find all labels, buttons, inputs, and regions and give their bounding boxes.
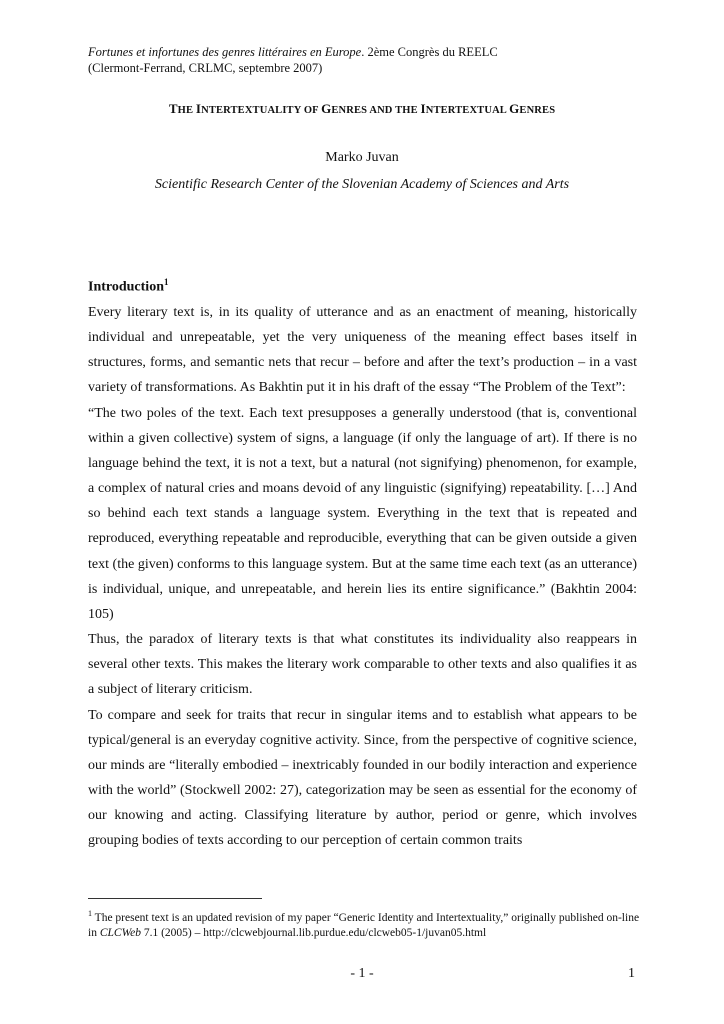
footnote-reference: 1 xyxy=(163,277,169,287)
paragraph: To compare and seek for traits that recur in singular items and to establish what appears to be typical/general is an everyday cognitive activity. Since, from the perspective of cognitive science, our minds are “literally embodied – inextricably founded in our bodily interaction and experience with the world” (Stockwell 2002: 27), categorization may be seen as essential for the economy of our knowing and acting. Classifying literature by author, period or genre, which involves grouping bodies of texts according to our perception of certain common traits xyxy=(88,707,637,849)
section-heading-text: Introduction xyxy=(88,279,164,295)
header-congress: . 2ème Congrès du REELC xyxy=(361,45,498,59)
title-fragment: ENRES xyxy=(519,105,556,116)
title-fragment: I xyxy=(195,101,202,116)
footnote-journal: CLCWeb xyxy=(99,926,141,939)
author-affiliation: Scientific Research Center of the Slovenian Academy of Sciences and Arts xyxy=(154,177,570,192)
title-fragment: NTERTEXTUALITY OF xyxy=(201,105,322,116)
block-quote: “The two poles of the text. Each text presupposes a generally understood (that is, conventional within a given collective) system of signs, a language (if only the language of art). If there is no language behind the text, it is not a text, but a natural (not signifying) phenomenon, for example, a complex of natural cries and moans devoid of any linguistic (signifying) repeatability. […] And so behind each text stands a language system. Everything in the text that is repeated and reproduced, everything repeatable and reproducible, everything that can be given outside a given text (the given) conforms to this language system. But at the same time each text (as an utterance) is individual, unique, and unrepeatable, and herein lies its entire significance.” (Bakhtin 2004: 105) xyxy=(88,405,637,622)
title-fragment: G xyxy=(509,101,520,116)
running-header xyxy=(88,44,648,76)
page-number-centered: - 1 - xyxy=(350,966,374,981)
section-heading xyxy=(88,277,168,296)
footnote-text: The present text is an updated revision of my paper “Generic Identity and Intertextuality,” originally published on-line in xyxy=(88,911,640,939)
title-fragment: ENRES AND THE xyxy=(331,105,421,116)
footnote xyxy=(88,906,648,941)
title-fragment: HE xyxy=(177,105,196,116)
body-text xyxy=(88,300,637,853)
footnote-text-end: 7.1 (2005) – http://clcwebjournal.lib.purdue.edu/clcweb05-1/juvan05.html xyxy=(140,926,487,939)
footnote-separator xyxy=(88,898,262,899)
paper-title xyxy=(0,101,724,117)
footnote-number: 1 xyxy=(88,909,92,918)
title-fragment: NTERTEXTUAL xyxy=(425,105,510,116)
page-number-right: 1 xyxy=(628,966,635,981)
paragraph: Thus, the paradox of literary texts is that what constitutes its individuality also reappears in several other texts. This makes the literary work comparable to other texts and also qualifies it as a subject of literary criticism. xyxy=(88,632,637,698)
header-book-title: Fortunes et infortunes des genres littéraires en Europe xyxy=(88,45,362,59)
title-fragment: G xyxy=(321,101,332,116)
title-fragment: I xyxy=(420,101,426,116)
paragraph: Every literary text is, in its quality of utterance and as an enactment of meaning, historically individual and unrepeatable, yet the very uniqueness of the meaning effect bases itself in structures, forms, and semantic nets that recur – before and after the text’s production – in a vast variety of transformations. As Bakhtin put it in his draft of the essay “The Problem of the Text”: xyxy=(88,305,637,396)
title-fragment: T xyxy=(168,101,178,116)
header-location: (Clermont-Ferrand, CRLMC, septembre 2007) xyxy=(88,61,323,75)
author-name: Marko Juvan xyxy=(325,150,399,165)
